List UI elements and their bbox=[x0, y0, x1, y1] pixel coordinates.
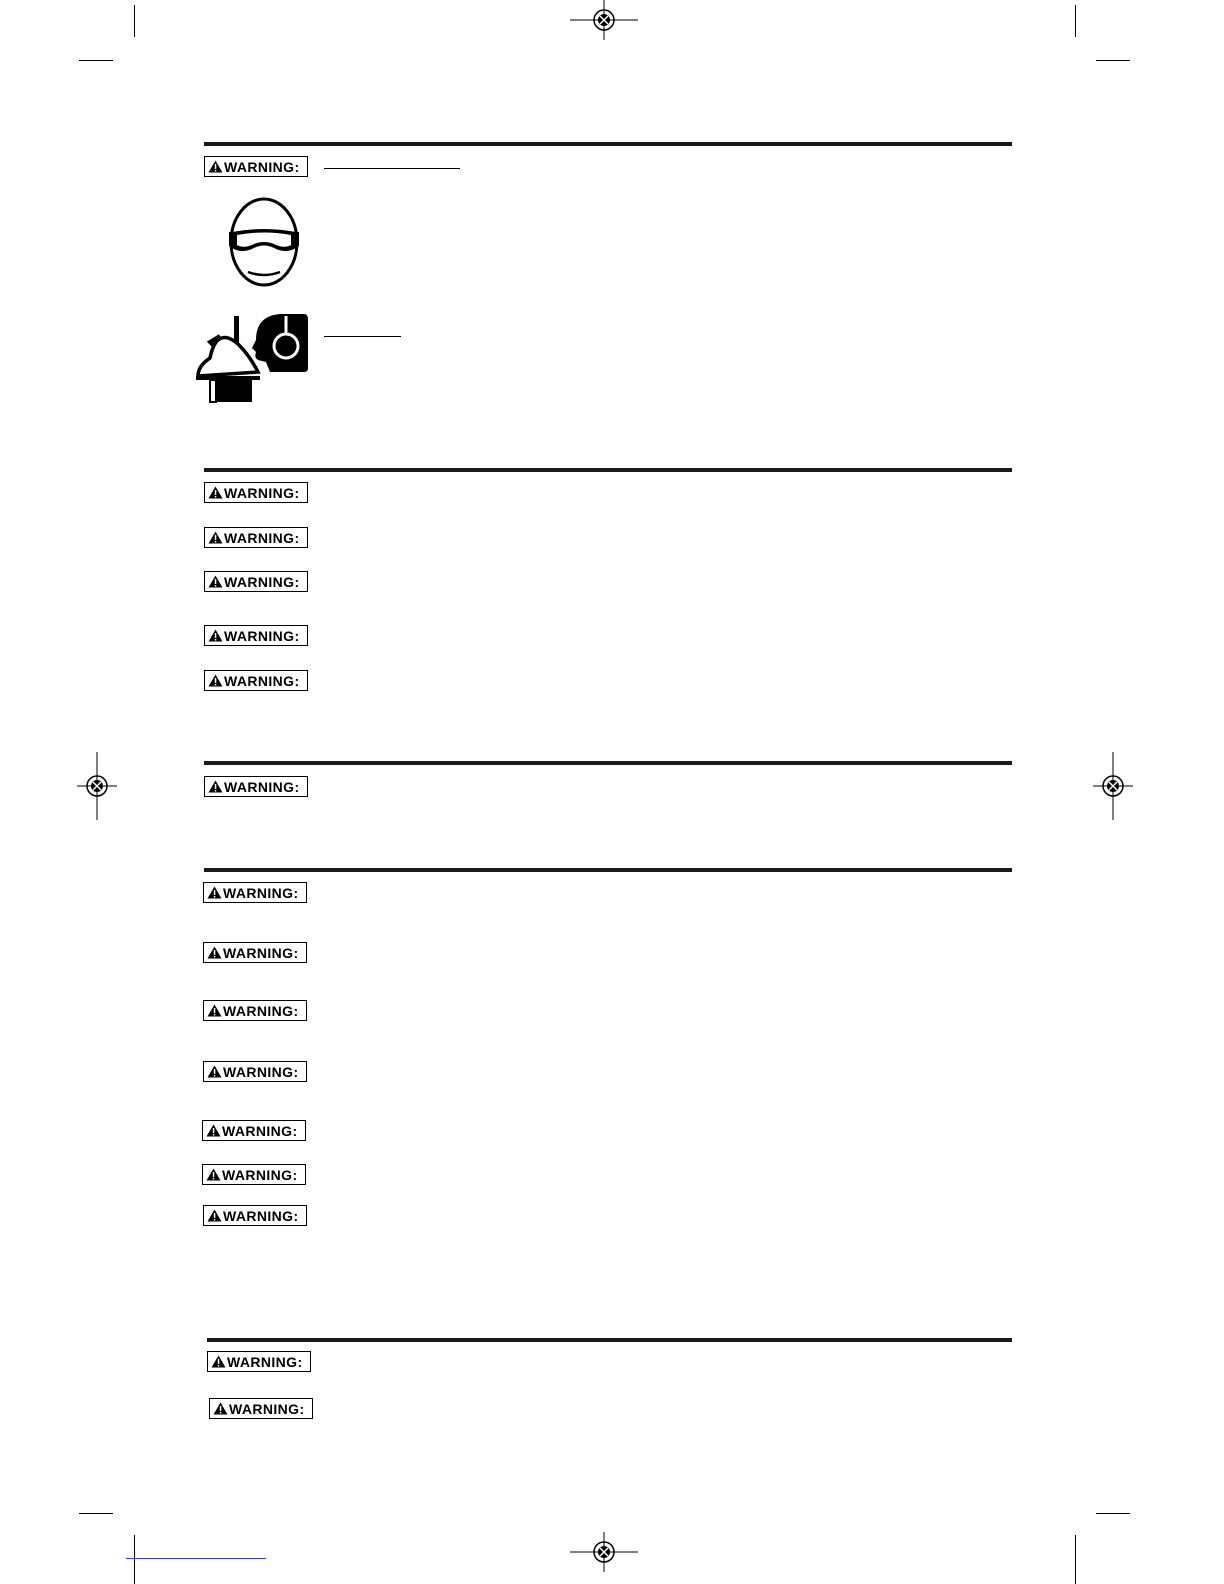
warning-label bbox=[203, 1061, 307, 1082]
warning-label bbox=[204, 625, 308, 646]
warning-triangle-icon bbox=[208, 531, 223, 544]
warning-triangle-icon bbox=[208, 486, 223, 499]
warning-triangle-icon bbox=[207, 1209, 222, 1222]
warning-label-text: WARNING: bbox=[223, 1002, 299, 1019]
warning-triangle-icon bbox=[207, 1004, 222, 1017]
warning-triangle-icon bbox=[213, 1402, 228, 1415]
warning-label bbox=[203, 882, 307, 903]
section-rule bbox=[207, 1338, 1012, 1342]
warning-label-text: WARNING: bbox=[229, 1400, 305, 1417]
warning-label bbox=[204, 482, 308, 503]
crop-mark bbox=[1075, 1535, 1076, 1584]
warning-triangle-icon bbox=[208, 575, 223, 588]
crop-mark bbox=[134, 1535, 135, 1584]
heading-underline bbox=[324, 336, 401, 337]
registration-mark-icon bbox=[570, 1532, 638, 1572]
heading-underline bbox=[324, 168, 460, 169]
warning-label bbox=[202, 1164, 306, 1185]
warning-triangle-icon bbox=[207, 1065, 222, 1078]
warning-label-text: WARNING: bbox=[223, 1207, 299, 1224]
safety-goggles-icon bbox=[224, 196, 304, 288]
footer-line bbox=[126, 1558, 266, 1559]
warning-triangle-icon bbox=[206, 1124, 221, 1137]
warning-label bbox=[203, 1000, 307, 1021]
warning-label bbox=[204, 571, 308, 592]
warning-triangle-icon bbox=[208, 629, 223, 642]
warning-label bbox=[209, 1398, 313, 1419]
warning-label-text: WARNING: bbox=[224, 778, 300, 795]
warning-label bbox=[207, 1351, 311, 1372]
section-rule bbox=[204, 468, 1012, 472]
warning-label-text: WARNING: bbox=[224, 158, 300, 175]
section-rule bbox=[204, 761, 1012, 765]
warning-label-text: WARNING: bbox=[223, 944, 299, 961]
warning-label-text: WARNING: bbox=[224, 484, 300, 501]
warning-label bbox=[204, 156, 308, 177]
warning-triangle-icon bbox=[208, 160, 223, 173]
warning-label-text: WARNING: bbox=[222, 1166, 298, 1183]
warning-label-text: WARNING: bbox=[224, 529, 300, 546]
section-rule bbox=[204, 868, 1012, 872]
warning-label-text: WARNING: bbox=[224, 627, 300, 644]
registration-mark-icon bbox=[77, 752, 117, 820]
registration-mark-icon bbox=[1093, 752, 1133, 820]
crop-mark bbox=[1096, 60, 1130, 61]
warning-label-text: WARNING: bbox=[223, 1063, 299, 1080]
crop-mark bbox=[1075, 5, 1076, 37]
warning-triangle-icon bbox=[207, 886, 222, 899]
warning-label-text: WARNING: bbox=[224, 573, 300, 590]
registration-mark-icon bbox=[570, 0, 638, 40]
warning-triangle-icon bbox=[211, 1355, 226, 1368]
warning-label bbox=[204, 776, 308, 797]
warning-label bbox=[203, 1205, 307, 1226]
warning-label bbox=[202, 1120, 306, 1141]
warning-label bbox=[204, 670, 308, 691]
warning-triangle-icon bbox=[206, 1168, 221, 1181]
crop-mark bbox=[134, 5, 135, 37]
warning-label-text: WARNING: bbox=[222, 1122, 298, 1139]
warning-triangle-icon bbox=[208, 674, 223, 687]
crop-mark bbox=[1096, 1513, 1130, 1514]
warning-triangle-icon bbox=[207, 946, 222, 959]
crop-mark bbox=[79, 1513, 113, 1514]
warning-triangle-icon bbox=[208, 780, 223, 793]
warning-label-text: WARNING: bbox=[223, 884, 299, 901]
warning-label-text: WARNING: bbox=[224, 672, 300, 689]
crop-mark bbox=[79, 60, 113, 61]
warning-label-text: WARNING: bbox=[227, 1353, 303, 1370]
warning-label bbox=[204, 527, 308, 548]
warning-label bbox=[203, 942, 307, 963]
dust-mask-and-hearing-protection-icon bbox=[194, 312, 310, 406]
section-rule bbox=[204, 142, 1012, 146]
